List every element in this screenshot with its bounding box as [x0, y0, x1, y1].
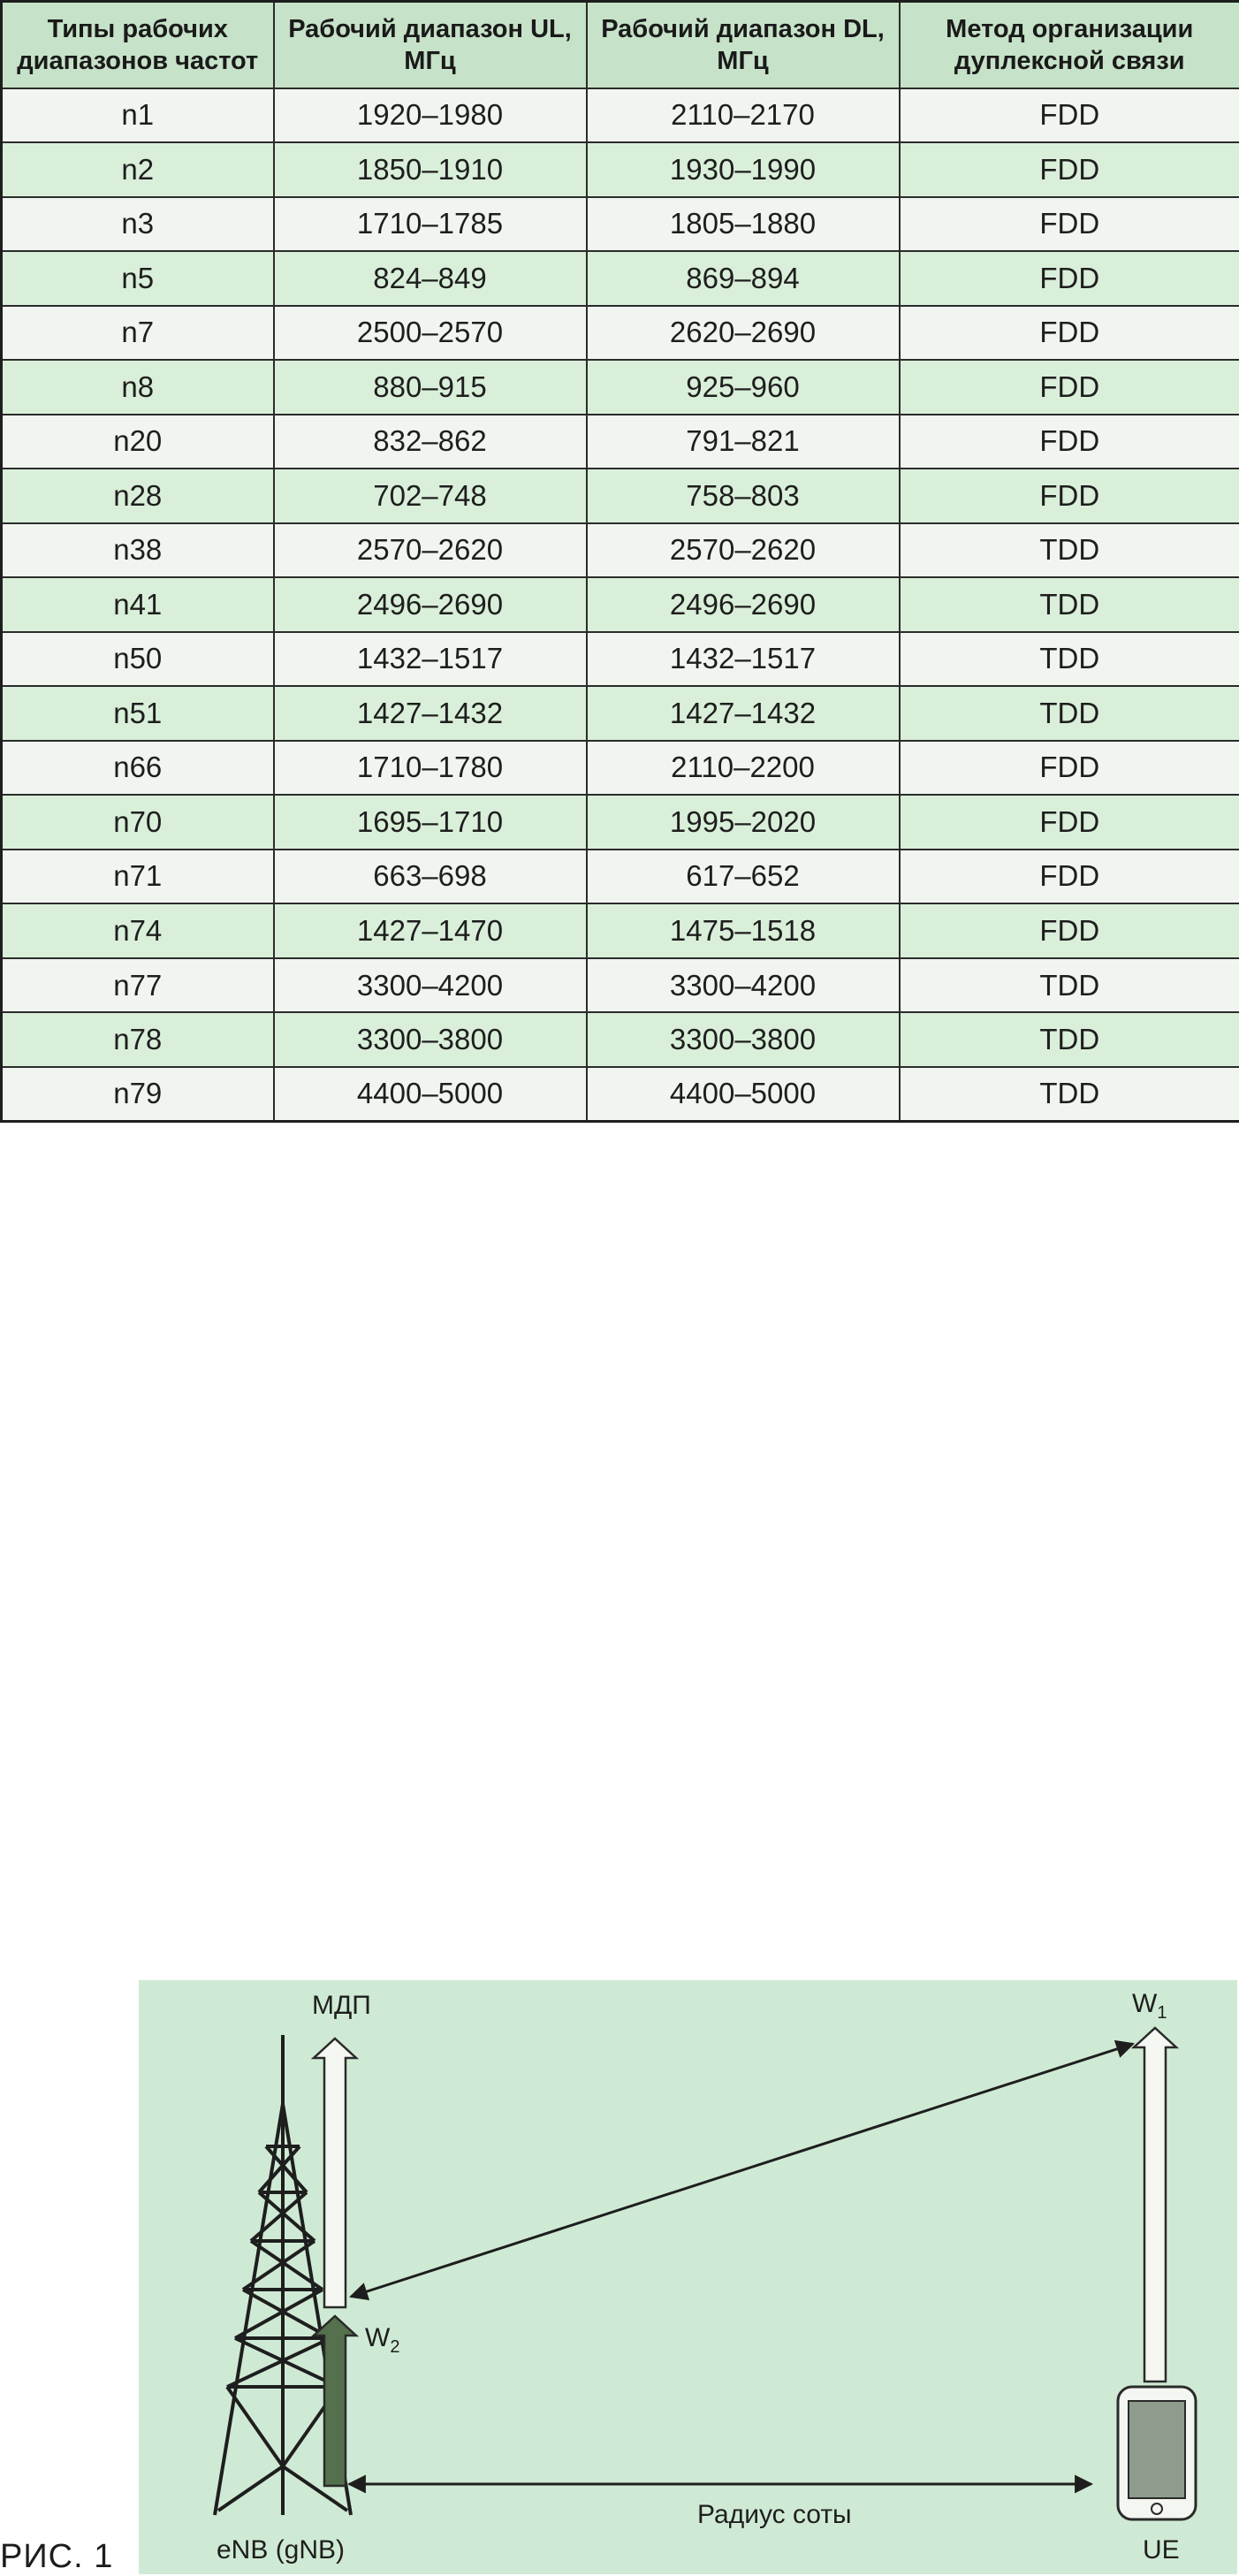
- dl-range-cell: 925–960: [587, 360, 900, 415]
- band-cell: n2: [2, 142, 274, 197]
- table-row: [2, 1067, 1239, 1122]
- w1-arrow-icon: [1134, 2028, 1176, 2382]
- band-cell: n74: [2, 903, 274, 958]
- band-cell: n77: [2, 958, 274, 1013]
- band-cell: n66: [2, 741, 274, 796]
- table-row: [2, 523, 1239, 578]
- dl-range-cell: 3300–3800: [587, 1012, 900, 1067]
- table-row: [2, 360, 1239, 415]
- band-cell: n5: [2, 251, 274, 306]
- dl-range-cell: 1432–1517: [587, 632, 900, 687]
- ul-range-cell: 1710–1780: [274, 741, 587, 796]
- ul-range-cell: 1710–1785: [274, 197, 587, 252]
- duplex-cell: TDD: [900, 958, 1239, 1013]
- band-cell: n79: [2, 1067, 274, 1122]
- duplex-cell: FDD: [900, 741, 1239, 796]
- duplex-cell: TDD: [900, 523, 1239, 578]
- w2-label: [365, 2323, 399, 2362]
- table-row: [2, 142, 1239, 197]
- ue-label: UE: [1143, 2535, 1180, 2565]
- ul-range-cell: 824–849: [274, 251, 587, 306]
- ul-range-cell: 2496–2690: [274, 577, 587, 632]
- ul-range-cell: 1427–1432: [274, 686, 587, 741]
- mdp-arrow-icon: [314, 2039, 356, 2307]
- ul-range-cell: 702–748: [274, 469, 587, 523]
- band-cell: n78: [2, 1012, 274, 1067]
- w2-label-main: W: [365, 2323, 391, 2352]
- table-header-row: [2, 2, 1239, 88]
- ul-range-cell: 1850–1910: [274, 142, 587, 197]
- dl-range-cell: 2620–2690: [587, 306, 900, 361]
- band-cell: n51: [2, 686, 274, 741]
- dl-range-cell: 617–652: [587, 850, 900, 904]
- ul-range-cell: 1427–1470: [274, 903, 587, 958]
- header-duplex-method: Метод организации дуплексной связи: [900, 2, 1239, 88]
- ul-range-cell: 1920–1980: [274, 88, 587, 143]
- header-dl-range: Рабочий диапазон DL, МГц: [587, 2, 900, 88]
- duplex-cell: FDD: [900, 251, 1239, 306]
- figure-panel: [139, 1980, 1237, 2574]
- duplex-cell: TDD: [900, 1012, 1239, 1067]
- table-row: [2, 632, 1239, 687]
- dl-range-cell: 2110–2170: [587, 88, 900, 143]
- dl-range-cell: 1475–1518: [587, 903, 900, 958]
- duplex-cell: FDD: [900, 415, 1239, 469]
- duplex-cell: FDD: [900, 360, 1239, 415]
- duplex-cell: FDD: [900, 795, 1239, 850]
- radius-label: Радиус соты: [697, 2500, 852, 2529]
- dl-range-cell: 791–821: [587, 415, 900, 469]
- ul-range-cell: 663–698: [274, 850, 587, 904]
- band-cell: n1: [2, 88, 274, 143]
- w2-label-sub: 2: [390, 2337, 400, 2357]
- dl-range-cell: 1930–1990: [587, 142, 900, 197]
- table-row: [2, 197, 1239, 252]
- ul-range-cell: 3300–3800: [274, 1012, 587, 1067]
- figure-diagram: [139, 1980, 1237, 2574]
- ul-range-cell: 3300–4200: [274, 958, 587, 1013]
- band-cell: n8: [2, 360, 274, 415]
- table-row: [2, 903, 1239, 958]
- table-row: [2, 415, 1239, 469]
- duplex-cell: FDD: [900, 903, 1239, 958]
- dl-range-cell: 2570–2620: [587, 523, 900, 578]
- table-row: [2, 469, 1239, 523]
- duplex-cell: TDD: [900, 686, 1239, 741]
- table-row: [2, 88, 1239, 143]
- w1-label-main: W: [1132, 1989, 1158, 2018]
- band-cell: n50: [2, 632, 274, 687]
- ul-range-cell: 2500–2570: [274, 306, 587, 361]
- table-body: [2, 88, 1239, 1122]
- band-cell: n41: [2, 577, 274, 632]
- mdp-label: МДП: [312, 1991, 371, 2020]
- ul-range-cell: 880–915: [274, 360, 587, 415]
- duplex-cell: FDD: [900, 469, 1239, 523]
- band-cell: n38: [2, 523, 274, 578]
- link-line: [351, 2044, 1133, 2297]
- w1-label-sub: 1: [1157, 2003, 1167, 2023]
- dl-range-cell: 3300–4200: [587, 958, 900, 1013]
- duplex-cell: FDD: [900, 142, 1239, 197]
- duplex-cell: FDD: [900, 850, 1239, 904]
- band-cell: n70: [2, 795, 274, 850]
- figure-caption: РИС. 1: [0, 2538, 114, 2575]
- table-row: [2, 686, 1239, 741]
- dl-range-cell: 1805–1880: [587, 197, 900, 252]
- band-cell: n7: [2, 306, 274, 361]
- ul-range-cell: 1432–1517: [274, 632, 587, 687]
- band-cell: n28: [2, 469, 274, 523]
- header-band-type: Типы рабочих диапазонов частот: [2, 2, 274, 88]
- band-cell: n71: [2, 850, 274, 904]
- dl-range-cell: 2496–2690: [587, 577, 900, 632]
- frequency-band-table: [0, 0, 1239, 1123]
- duplex-cell: FDD: [900, 197, 1239, 252]
- table-row: [2, 741, 1239, 796]
- duplex-cell: FDD: [900, 306, 1239, 361]
- table-row: [2, 577, 1239, 632]
- table-row: [2, 251, 1239, 306]
- ul-range-cell: 2570–2620: [274, 523, 587, 578]
- ul-range-cell: 1695–1710: [274, 795, 587, 850]
- w1-label: [1132, 1989, 1167, 2028]
- band-cell: n20: [2, 415, 274, 469]
- table-row: [2, 795, 1239, 850]
- dl-range-cell: 2110–2200: [587, 741, 900, 796]
- ul-range-cell: 832–862: [274, 415, 587, 469]
- dl-range-cell: 4400–5000: [587, 1067, 900, 1122]
- table-row: [2, 1012, 1239, 1067]
- table-row: [2, 306, 1239, 361]
- dl-range-cell: 1427–1432: [587, 686, 900, 741]
- duplex-cell: TDD: [900, 632, 1239, 687]
- duplex-cell: TDD: [900, 577, 1239, 632]
- band-cell: n3: [2, 197, 274, 252]
- duplex-cell: FDD: [900, 88, 1239, 143]
- ul-range-cell: 4400–5000: [274, 1067, 587, 1122]
- duplex-cell: TDD: [900, 1067, 1239, 1122]
- enb-label: eNB (gNB): [217, 2535, 346, 2565]
- table-row: [2, 958, 1239, 1013]
- dl-range-cell: 1995–2020: [587, 795, 900, 850]
- dl-range-cell: 758–803: [587, 469, 900, 523]
- table-row: [2, 850, 1239, 904]
- header-ul-range: Рабочий диапазон UL, МГц: [274, 2, 587, 88]
- phone-icon: [1118, 2387, 1196, 2519]
- dl-range-cell: 869–894: [587, 251, 900, 306]
